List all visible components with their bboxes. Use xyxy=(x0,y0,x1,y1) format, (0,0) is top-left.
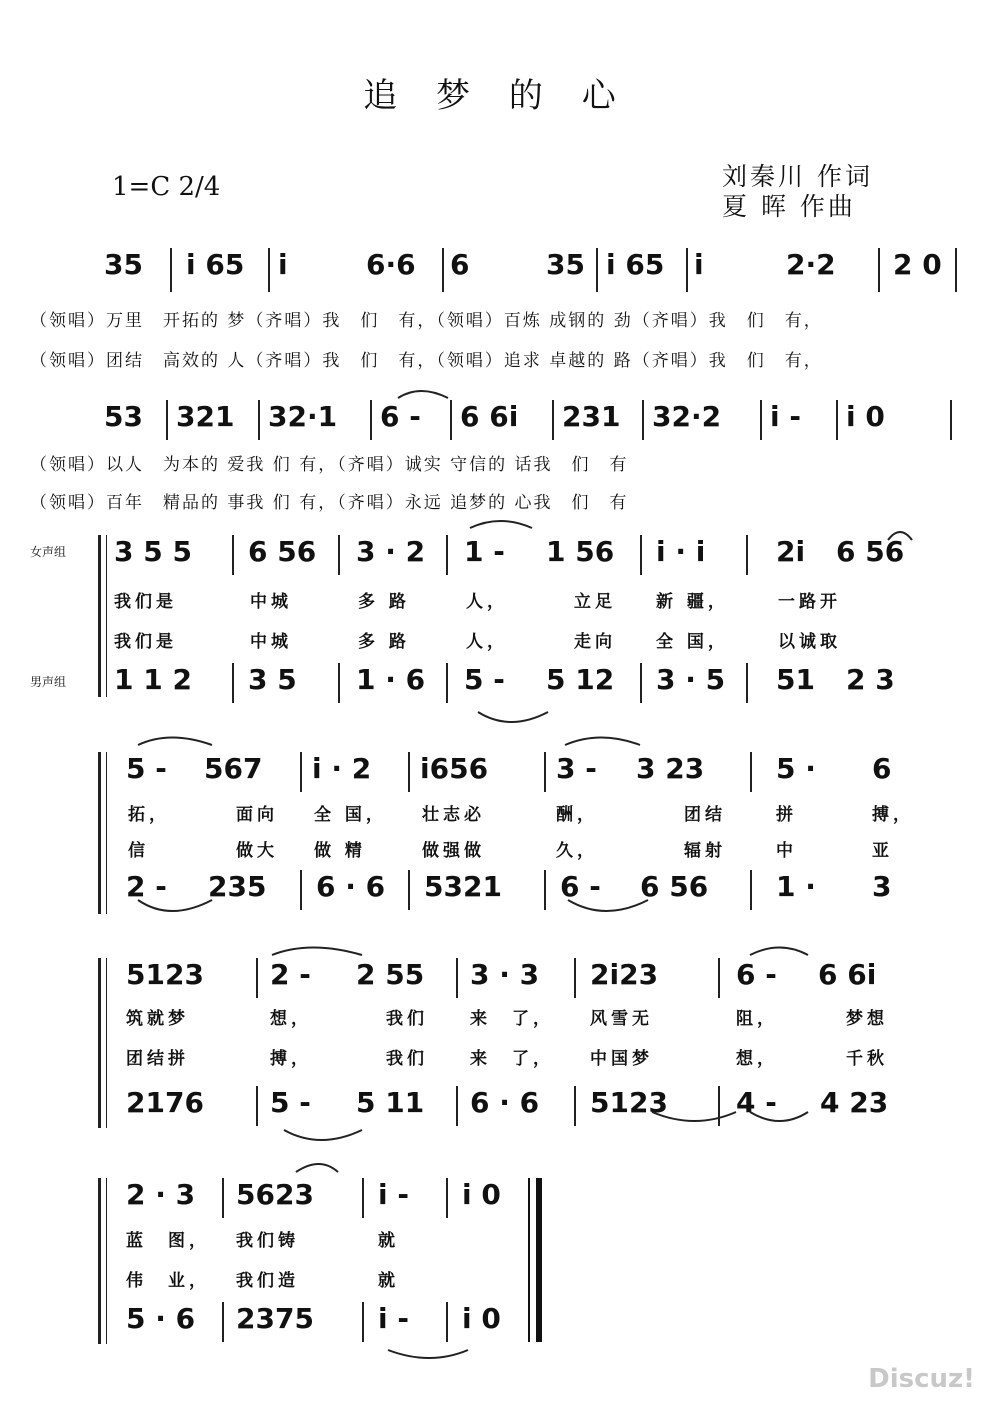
note-group: 231 xyxy=(562,400,621,433)
note-group: 1 · xyxy=(776,870,816,903)
note-group: i · i xyxy=(656,535,706,568)
note-group: i 65 xyxy=(606,248,665,281)
note-group: 3 23 xyxy=(636,752,705,785)
note-group: 6 56 xyxy=(836,535,905,568)
lyric-line-1: （领唱）以人 为本的 爱我 们 有，（齐唱）诚实 守信的 话我 们 有 xyxy=(30,455,629,475)
note-group: 53 xyxy=(104,400,143,433)
note-group: 1 - xyxy=(464,535,505,568)
note-group: 6 xyxy=(450,248,470,281)
note-group: 3 · 5 xyxy=(656,663,726,696)
note-group: 5123 xyxy=(590,1086,668,1119)
lyric-line-1: （领唱）万里 开拓的 梦（齐唱）我 们 有，（领唱）百炼 成钢的 劲（齐唱）我 们 有， xyxy=(30,311,823,331)
note-group: 3 5 xyxy=(248,663,297,696)
note-group: i · 2 xyxy=(312,752,372,785)
note-group: 321 xyxy=(176,400,235,433)
note-group: i 0 xyxy=(462,1178,501,1211)
note-group: 6 6i xyxy=(460,400,519,433)
lyric-line-2: （领唱）团结 高效的 人（齐唱）我 们 有，（领唱）追求 卓越的 路（齐唱）我 们 有， xyxy=(30,351,823,371)
note-group: 5 - xyxy=(126,752,167,785)
note-group: 6 · 6 xyxy=(470,1086,540,1119)
note-group: 235 xyxy=(208,870,267,903)
note-group: 2 - xyxy=(126,870,167,903)
note-group: 6 - xyxy=(736,958,777,991)
note-group: i - xyxy=(378,1302,409,1335)
note-group: 35 xyxy=(104,248,143,281)
note-group: 2 0 xyxy=(893,248,942,281)
note-group: i xyxy=(278,248,288,281)
lyricist: 刘秦川 作词 xyxy=(722,162,873,191)
key-signature: 1=C 2/4 xyxy=(112,172,221,202)
note-group: i 0 xyxy=(846,400,885,433)
note-group: 4 23 xyxy=(820,1086,889,1119)
note-group: 6 · 6 xyxy=(316,870,386,903)
note-group: 32·1 xyxy=(268,400,338,433)
note-group: i 0 xyxy=(462,1302,501,1335)
note-group: 5 - xyxy=(270,1086,311,1119)
note-group: 2 55 xyxy=(356,958,425,991)
note-group: 4 - xyxy=(736,1086,777,1119)
note-group: i 65 xyxy=(186,248,245,281)
note-group: 5321 xyxy=(424,870,502,903)
note-group: 32·2 xyxy=(652,400,722,433)
note-group: 6 xyxy=(872,752,892,785)
note-group: 5 · 6 xyxy=(126,1302,196,1335)
note-group: i - xyxy=(378,1178,409,1211)
song-title: 追 梦 的 心 xyxy=(363,76,630,116)
note-group: 3 · 2 xyxy=(356,535,426,568)
note-group: 1 1 2 xyxy=(114,663,192,696)
note-group: 3 · 3 xyxy=(470,958,540,991)
note-group: 5123 xyxy=(126,958,204,991)
note-group: 2i xyxy=(776,535,806,568)
note-group: 2375 xyxy=(236,1302,314,1335)
note-group: 3 xyxy=(872,870,892,903)
male-group-label: 男声组 xyxy=(30,675,67,689)
note-group: 2 · 3 xyxy=(126,1178,196,1211)
composer: 夏 晖 作曲 xyxy=(722,192,856,221)
note-group: 5 - xyxy=(464,663,505,696)
note-group: 3 5 5 xyxy=(114,535,192,568)
note-group: 6·6 xyxy=(366,248,416,281)
note-group: 1 · 6 xyxy=(356,663,426,696)
note-group: i656 xyxy=(420,752,489,785)
note-group: 2 - xyxy=(270,958,311,991)
note-group: 5623 xyxy=(236,1178,314,1211)
note-group: 35 xyxy=(546,248,585,281)
note-group: 6 6i xyxy=(818,958,877,991)
note-group: 1 56 xyxy=(546,535,615,568)
note-group: 51 xyxy=(776,663,815,696)
note-group: 6 - xyxy=(380,400,421,433)
lyric-line-2: （领唱）百年 精品的 事我 们 有，（齐唱）永远 追梦的 心我 们 有 xyxy=(30,493,629,513)
note-group: 3 - xyxy=(556,752,597,785)
note-group: 2 3 xyxy=(846,663,895,696)
note-group: 2i23 xyxy=(590,958,659,991)
note-group: 6 56 xyxy=(248,535,317,568)
note-group: i xyxy=(694,248,704,281)
note-group: 6 - xyxy=(560,870,601,903)
note-group: i - xyxy=(770,400,801,433)
female-group-label: 女声组 xyxy=(30,545,67,559)
watermark: Discuz! xyxy=(868,1364,975,1394)
note-group: 5 11 xyxy=(356,1086,425,1119)
note-group: 567 xyxy=(204,752,263,785)
note-group: 2·2 xyxy=(786,248,836,281)
note-group: 5 · xyxy=(776,752,816,785)
note-group: 5 12 xyxy=(546,663,615,696)
note-group: 2176 xyxy=(126,1086,204,1119)
note-group: 6 56 xyxy=(640,870,709,903)
